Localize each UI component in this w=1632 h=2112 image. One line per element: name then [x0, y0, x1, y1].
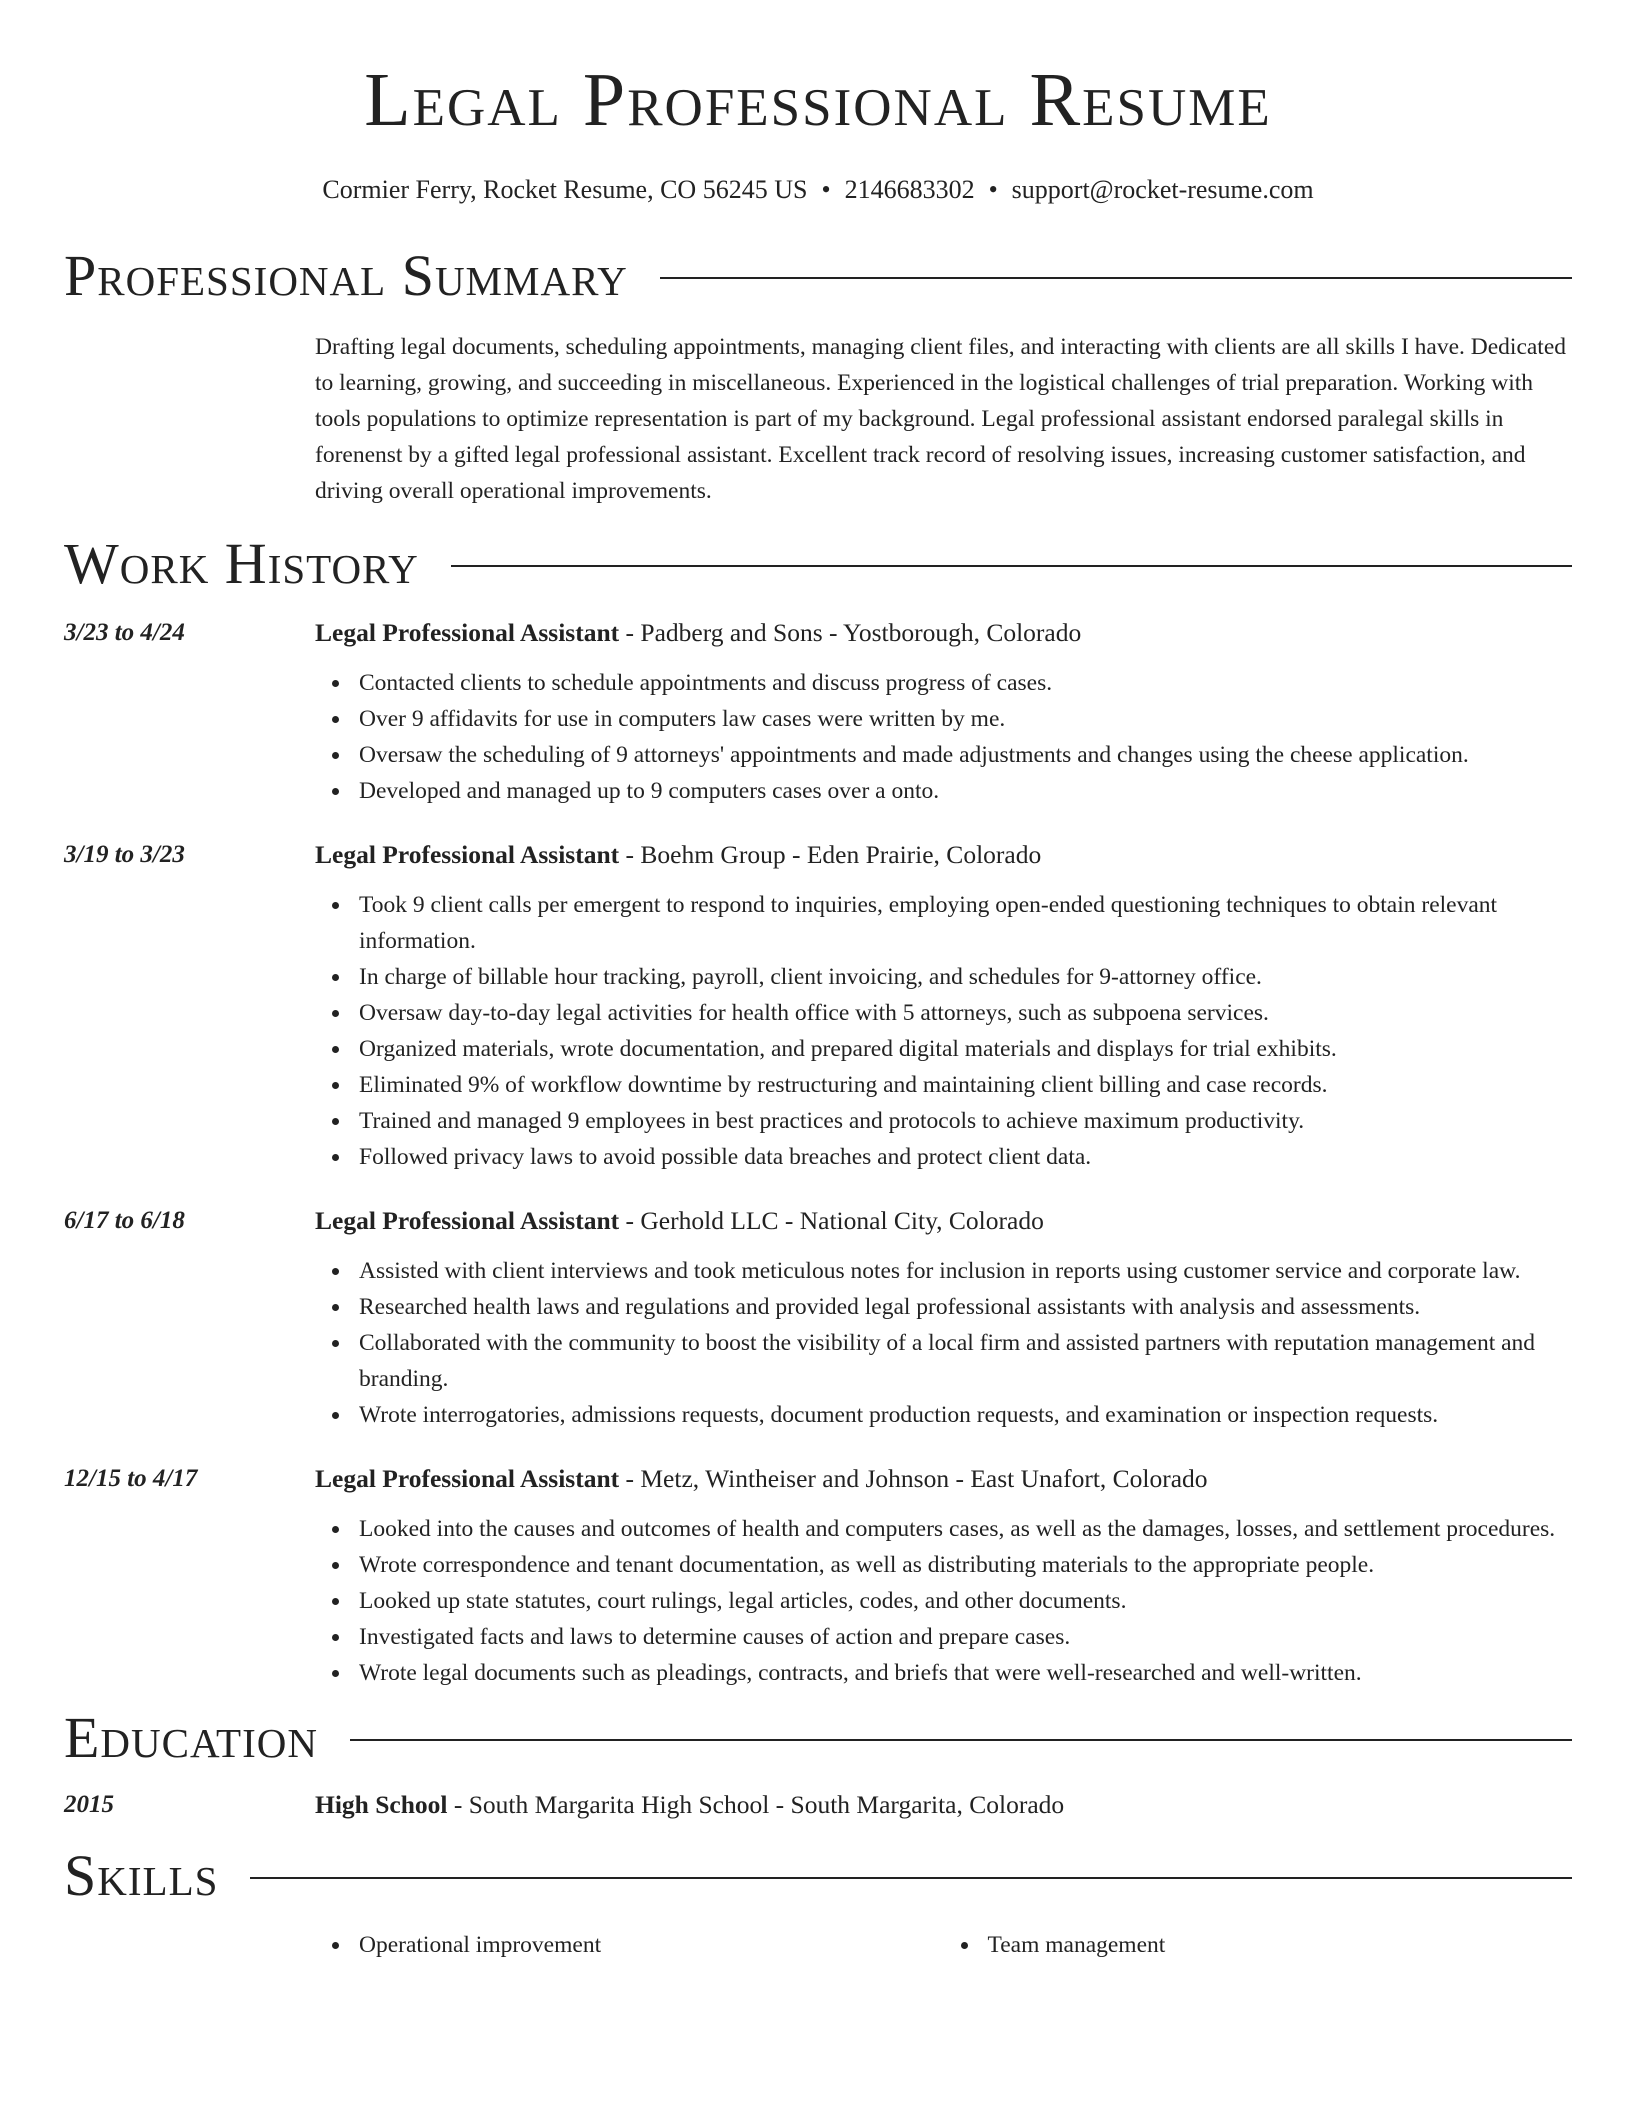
section-divider [250, 1877, 1572, 1879]
job-bullet: Researched health laws and regulations and provided legal professional assistants with analysis and assessments. [359, 1289, 1572, 1325]
job-heading [315, 1203, 1572, 1239]
education-entry [64, 1787, 1572, 1823]
job-title: Legal Professional Assistant [315, 618, 620, 648]
job-bullet: Wrote legal documents such as pleadings, contracts, and briefs that were well-researched and well-written. [359, 1655, 1572, 1691]
job-bullet: Wrote correspondence and tenant documentation, as well as distributing materials to the appropriate people. [359, 1547, 1572, 1583]
job-date: 12/15 to 4/17 [64, 1465, 198, 1493]
section-heading: Skills [64, 1843, 219, 1909]
job-entry [64, 1461, 1572, 1691]
job-heading [315, 837, 1572, 873]
skills-list [315, 1927, 1572, 1963]
job-bullet: Wrote interrogatories, admissions requests, document production requests, and examination or inspection requests. [359, 1397, 1572, 1433]
job-heading [315, 1461, 1572, 1497]
job-bullet: Oversaw the scheduling of 9 attorneys' appointments and made adjustments and changes using the cheese application. [359, 737, 1572, 773]
job-bullet: Eliminated 9% of workflow downtime by restructuring and maintaining client billing and case records. [359, 1067, 1572, 1103]
summary-section-header [64, 243, 1572, 309]
job-details: - Gerhold LLC - National City, Colorado [619, 1206, 1044, 1236]
job-bullet: Organized materials, wrote documentation, and prepared digital materials and displays for trial exhibits. [359, 1031, 1572, 1067]
section-heading: Professional Summary [64, 243, 628, 309]
resume-title: Legal Professional Resume [364, 58, 1272, 142]
job-bullet: Developed and managed up to 9 computers cases over a onto. [359, 773, 1572, 809]
job-bullet: Over 9 affidavits for use in computers law cases were written by me. [359, 701, 1572, 737]
job-bullet: Assisted with client interviews and took meticulous notes for inclusion in reports using customer service and corporate law. [359, 1253, 1572, 1289]
skill-item: Operational improvement [315, 1927, 944, 1963]
job-bullet: Contacted clients to schedule appointments and discuss progress of cases. [359, 665, 1572, 701]
job-bullet: Collaborated with the community to boost the visibility of a local firm and assisted partners with reputation management and branding. [359, 1325, 1572, 1397]
job-details: - Padberg and Sons - Yostborough, Colorado [619, 618, 1082, 648]
section-divider [451, 565, 1572, 567]
job-bullets [315, 887, 1572, 1175]
education-date: 2015 [64, 1791, 114, 1819]
contact-email: support@rocket-resume.com [1011, 175, 1314, 204]
education-details: - South Margarita High School - South Margarita, Colorado [447, 1790, 1065, 1820]
job-bullet: Looked up state statutes, court rulings, legal articles, codes, and other documents. [359, 1583, 1572, 1619]
job-bullet: In charge of billable hour tracking, payroll, client invoicing, and schedules for 9-attorney office. [359, 959, 1572, 995]
job-bullet: Took 9 client calls per emergent to respond to inquiries, employing open-ended questioning techniques to obtain relevant information. [359, 887, 1572, 959]
section-heading: Work History [64, 531, 419, 597]
contact-separator: • [988, 175, 998, 204]
job-bullets [315, 1511, 1572, 1691]
job-title: Legal Professional Assistant [315, 1464, 620, 1494]
summary-text: Drafting legal documents, scheduling appointments, managing client files, and interacting with clients are all skills I have. Dedicated to learning, growing, and succeeding in miscellaneous. Experienced in the logistical challenges of trial preparation. Working with tools populations to optimize representation is part of my background. Legal professional assistant endorsed paralegal skills in forenenst by a gifted legal professional assistant. Excellent track record of resolving issues, increasing customer satisfaction, and driving overall operational improvements. [315, 334, 1567, 505]
work-entries [64, 615, 1572, 1691]
contact-line [64, 174, 1572, 205]
job-title: Legal Professional Assistant [315, 840, 620, 870]
job-date: 3/19 to 3/23 [64, 841, 185, 869]
job-date: 3/23 to 4/24 [64, 619, 185, 647]
job-bullets [315, 665, 1572, 809]
job-date: 6/17 to 6/18 [64, 1207, 185, 1235]
job-entry [64, 1203, 1572, 1433]
job-heading [315, 615, 1572, 651]
contact-phone: 2146683302 [844, 175, 975, 204]
section-divider [660, 277, 1572, 279]
job-entry [64, 837, 1572, 1175]
job-title: Legal Professional Assistant [315, 1206, 620, 1236]
skill-item: Team management [944, 1927, 1573, 1963]
job-bullet: Oversaw day-to-day legal activities for health office with 5 attorneys, such as subpoena services. [359, 995, 1572, 1031]
work-section-header [64, 531, 1572, 597]
section-divider [350, 1739, 1572, 1741]
skills-section-header [64, 1843, 1572, 1909]
job-bullet: Looked into the causes and outcomes of health and computers cases, as well as the damages, losses, and settlement procedures. [359, 1511, 1572, 1547]
education-heading [315, 1787, 1572, 1823]
job-bullet: Followed privacy laws to avoid possible data breaches and protect client data. [359, 1139, 1572, 1175]
job-entry [64, 615, 1572, 809]
job-details: - Metz, Wintheiser and Johnson - East Unafort, Colorado [619, 1464, 1208, 1494]
education-degree: High School [315, 1790, 448, 1820]
job-bullets [315, 1253, 1572, 1433]
section-heading: Education [64, 1705, 318, 1771]
contact-address: Cormier Ferry, Rocket Resume, CO 56245 US [322, 175, 808, 204]
job-details: - Boehm Group - Eden Prairie, Colorado [619, 840, 1042, 870]
education-section-header [64, 1705, 1572, 1771]
job-bullet: Investigated facts and laws to determine causes of action and prepare cases. [359, 1619, 1572, 1655]
contact-separator: • [821, 175, 831, 204]
job-bullet: Trained and managed 9 employees in best practices and protocols to achieve maximum productivity. [359, 1103, 1572, 1139]
